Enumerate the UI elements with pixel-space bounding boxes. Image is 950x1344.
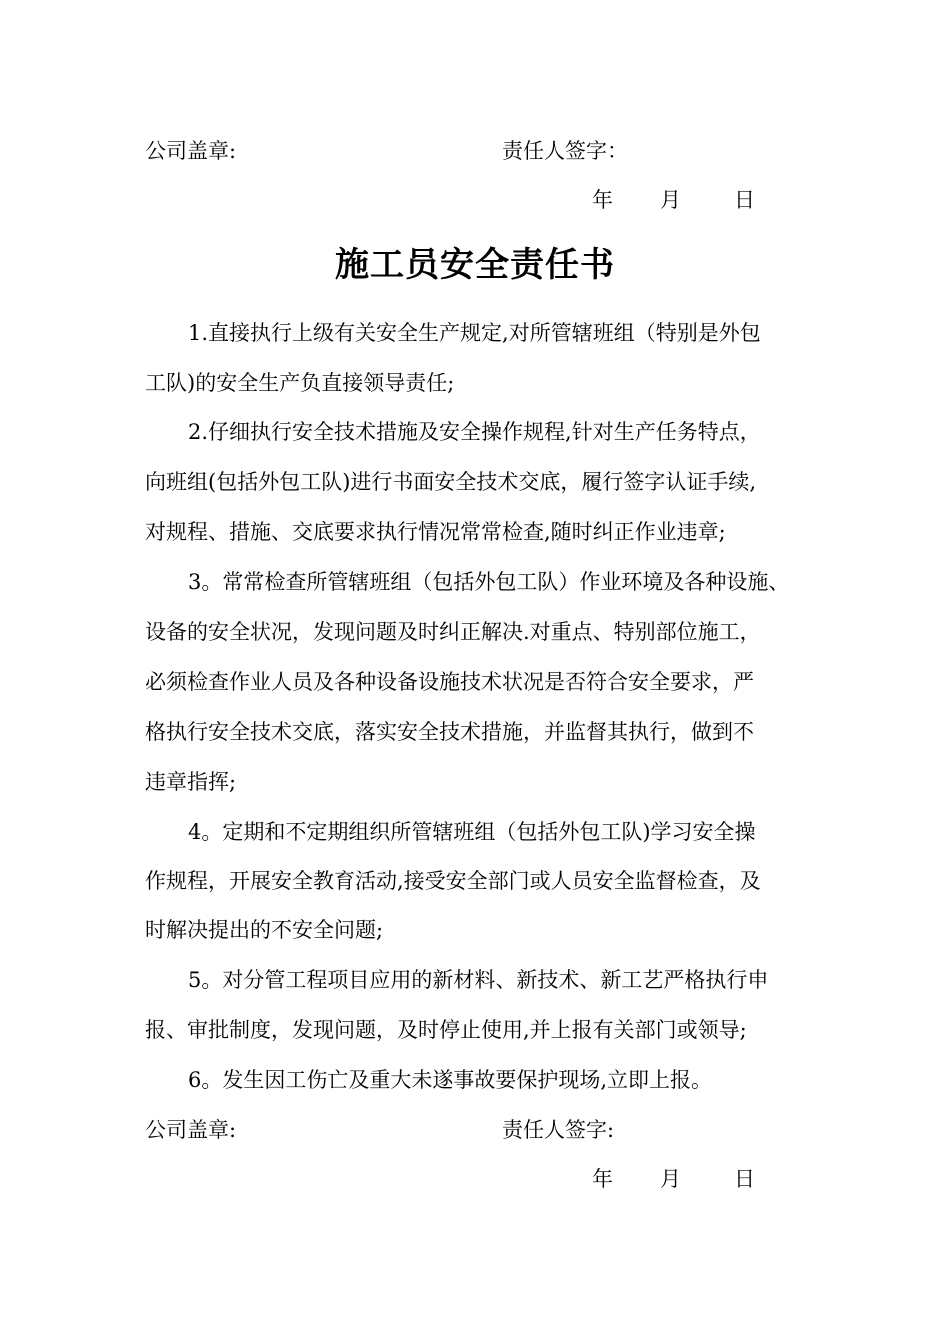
footer-signature-label: 责任人签字: — [502, 1118, 615, 1142]
body-line: 必须检查作业人员及各种设备设施技术状况是否符合安全要求，严 — [145, 670, 754, 694]
header-date-year: 年 — [592, 188, 613, 212]
body-line: 4。定期和不定期组织所管辖班组（包括外包工队)学习安全操 — [188, 820, 756, 844]
footer-date-day: 日 — [734, 1167, 755, 1191]
footer-date-row — [592, 1165, 755, 1193]
body-line: 格执行安全技术交底，落实安全技术措施，并监督其执行，做到不 — [145, 720, 754, 744]
body-line: 报、审批制度，发现问题，及时停止使用,并上报有关部门或领导; — [145, 1018, 747, 1042]
document-title: 施工员安全责任书 — [335, 245, 615, 285]
body-line: 6。发生因工伤亡及重大未遂事故要保护现场,立即上报。 — [188, 1068, 713, 1092]
header-company-seal-label: 公司盖章: — [145, 139, 237, 163]
body-line: 作规程，开展安全教育活动,接受安全部门或人员安全监督检查，及 — [145, 869, 761, 893]
body-line: 3。常常检查所管辖班组（包括外包工队）作业环境及各种设施、 — [188, 570, 790, 594]
body-line: 5。对分管工程项目应用的新材料、新技术、新工艺严格执行申 — [188, 968, 769, 992]
body-line: 设备的安全状况，发现问题及时纠正解决.对重点、特别部位施工， — [145, 620, 761, 644]
footer-company-seal-label: 公司盖章: — [145, 1118, 237, 1142]
header-date-row — [592, 186, 755, 214]
body-line: 时解决提出的不安全问题; — [145, 918, 384, 942]
body-line: 1.直接执行上级有关安全生产规定,对所管辖班组（特别是外包 — [188, 321, 761, 345]
body-line: 工队)的安全生产负直接领导责任; — [145, 371, 455, 395]
body-line: 2.仔细执行安全技术措施及安全操作规程,针对生产任务特点， — [188, 420, 761, 444]
body-line: 违章指挥; — [145, 770, 237, 794]
header-date-day: 日 — [734, 188, 755, 212]
body-line: 向班组(包括外包工队)进行书面安全技术交底，履行签字认证手续, — [145, 470, 757, 494]
header-signature-label: 责任人签字： — [502, 139, 628, 163]
footer-date-year: 年 — [592, 1167, 613, 1191]
body-line: 对规程、措施、交底要求执行情况常常检查,随时纠正作业违章; — [145, 520, 726, 544]
header-date-month: 月 — [660, 188, 681, 212]
footer-date-month: 月 — [660, 1167, 681, 1191]
